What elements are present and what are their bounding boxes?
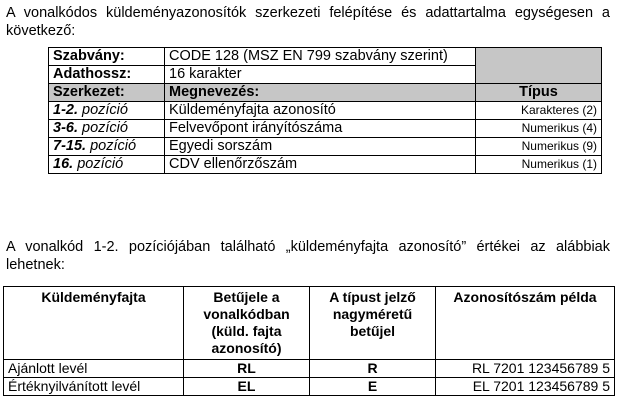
field-name: Egyedi sorszám: [165, 138, 476, 156]
table-row: [49, 102, 602, 120]
field-name: CDV ellenőrzőszám: [165, 156, 476, 174]
table-row: [49, 156, 602, 174]
table-row: [4, 360, 615, 378]
field-type: Numerikus (1): [476, 156, 602, 174]
standard-label: Szabvány:: [49, 48, 165, 66]
letter-cell: RL: [184, 360, 310, 378]
position-cell: 16. pozíció: [49, 156, 165, 174]
table-header-row: [49, 84, 602, 102]
standard-value: CODE 128 (MSZ EN 799 szabvány szerint): [165, 48, 476, 66]
position-cell: 3-6. pozíció: [49, 120, 165, 138]
table-row: [49, 48, 602, 66]
field-type: Karakteres (2): [476, 102, 602, 120]
sign-cell: R: [310, 360, 436, 378]
shaded-cell: [476, 48, 602, 84]
header-sign: A típust jelző nagyméretű betűjel: [310, 287, 436, 360]
letter-cell: EL: [184, 378, 310, 396]
header-name: Megnevezés:: [165, 84, 476, 102]
kind-cell: Értéknyilvánított levél: [4, 378, 184, 396]
table-header-row: [4, 287, 615, 360]
kind-cell: Ajánlott levél: [4, 360, 184, 378]
table-row: [4, 378, 615, 396]
position-cell: 7-15. pozíció: [49, 138, 165, 156]
length-value: 16 karakter: [165, 66, 476, 84]
field-name: Felvevőpont irányítószáma: [165, 120, 476, 138]
intro-paragraph: A vonalkódos küldeményazonosítók szerkezeti felépítése és adattartalma egységesen a következő:: [6, 5, 610, 39]
position-cell: 1-2. pozíció: [49, 102, 165, 120]
header-structure: Szerkezet:: [49, 84, 165, 102]
header-letter: Betűjele a vonalkódban (küld. fajta azonosító): [184, 287, 310, 360]
table-row: [49, 138, 602, 156]
example-cell: RL 7201 123456789 5: [436, 360, 615, 378]
shipment-kind-table: [3, 286, 615, 396]
header-kind: Küldeményfajta: [4, 287, 184, 360]
field-type: Numerikus (9): [476, 138, 602, 156]
field-type: Numerikus (4): [476, 120, 602, 138]
barcode-structure-table: [48, 47, 602, 174]
header-type: Típus: [476, 84, 602, 102]
table-row: [49, 120, 602, 138]
kind-values-paragraph: A vonalkód 1-2. pozíciójában található „küldeményfajta azonosító” értékei az alábbiak lehetnek:: [6, 239, 610, 273]
field-name: Küldeményfajta azonosító: [165, 102, 476, 120]
length-label: Adathossz:: [49, 66, 165, 84]
example-cell: EL 7201 123456789 5: [436, 378, 615, 396]
header-example: Azonosítószám példa: [436, 287, 615, 360]
sign-cell: E: [310, 378, 436, 396]
